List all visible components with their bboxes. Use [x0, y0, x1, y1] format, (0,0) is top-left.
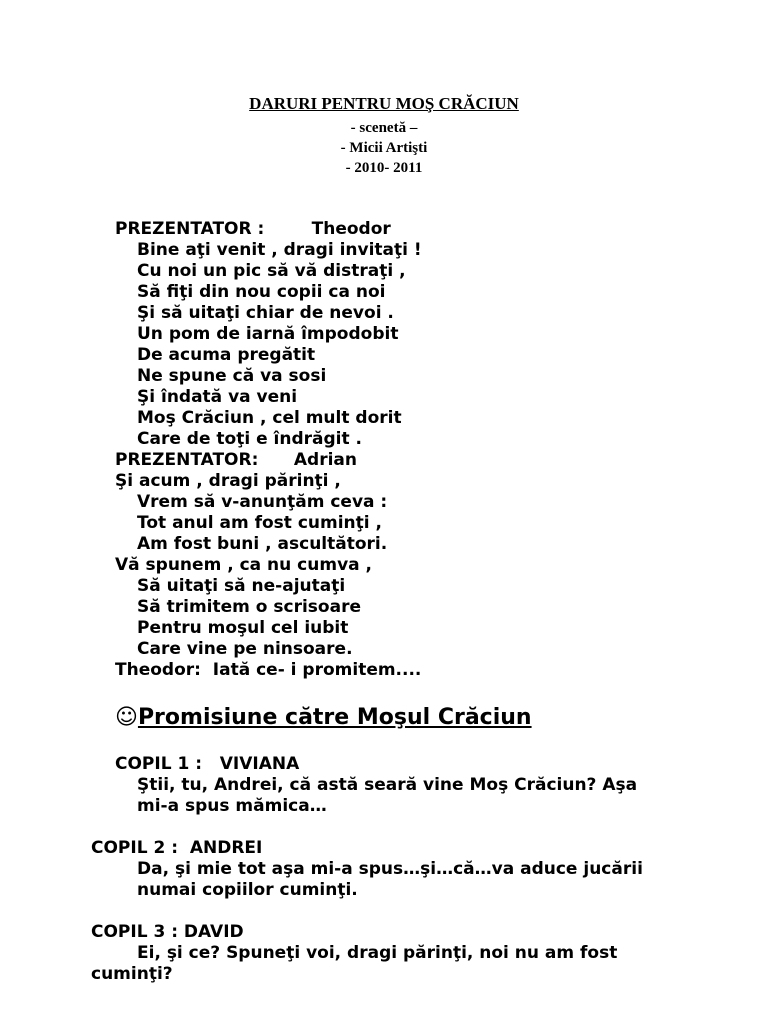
verse-line: Să uitaţi să ne-ajutaţi — [137, 576, 346, 596]
speaker-line: COPIL 1 : VIVIANA — [115, 754, 300, 774]
dialogue-line: Da, şi mie tot aşa mi-a spus…şi…că…va aduce jucării — [137, 859, 643, 879]
dialogue-line: mi-a spus mămica… — [137, 796, 327, 816]
speaker-line: PREZENTATOR: Adrian — [115, 450, 358, 470]
verse-line: Un pom de iarnă împodobit — [137, 324, 399, 344]
dialogue-line: numai copiilor cuminţi. — [137, 880, 358, 900]
verse-line: Să trimitem o scrisoare — [137, 597, 361, 617]
verse-line: Care vine pe ninsoare. — [137, 639, 353, 659]
verse-line: Pentru moşul cel iubit — [137, 618, 349, 638]
verse-line: Moş Crăciun , cel mult dorit — [137, 408, 402, 428]
verse-line: Bine aţi venit , dragi invitaţi ! — [137, 240, 422, 260]
dialogue-line: Ei, şi ce? Spuneţi voi, dragi părinţi, noi nu am fost — [137, 943, 618, 963]
verse-line: Şi acum , dragi părinţi , — [115, 471, 341, 491]
verse-line: Să fiţi din nou copii ca noi — [137, 282, 386, 302]
subtitle-year: - 2010- 2011 — [345, 160, 423, 176]
document-title: DARURI PENTRU MOŞ CRĂCIUN — [249, 94, 519, 113]
speaker-line: PREZENTATOR : Theodor — [115, 219, 391, 239]
verse-line: Ne spune că va sosi — [137, 366, 327, 386]
verse-line: Cu noi un pic să vă distraţi , — [137, 261, 406, 281]
speaker-line: COPIL 3 : DAVID — [91, 922, 244, 942]
verse-line: Şi îndată va veni — [137, 387, 298, 407]
verse-line: Am fost buni , ascultători. — [137, 534, 388, 554]
speaker-line: COPIL 2 : ANDREI — [91, 838, 263, 858]
section-heading-text: Promisiune către Moşul Crăciun — [137, 705, 532, 730]
verse-line: Şi să uitaţi chiar de nevoi . — [137, 303, 394, 323]
smiley-icon: ☺ — [115, 705, 138, 730]
verse-line: Vă spunem , ca nu cumva , — [115, 555, 372, 575]
verse-line: Vrem să v-anunţăm ceva : — [137, 492, 388, 512]
section-heading — [115, 705, 532, 730]
dialogue-line: Ştii, tu, Andrei, că astă seară vine Moş Crăciun? Aşa — [137, 775, 638, 795]
verse-line: Care de toţi e îndrăgit . — [137, 429, 362, 449]
dialogue-line: cuminţi? — [91, 964, 173, 984]
verse-line: De acuma pregătit — [137, 345, 316, 365]
verse-line: Tot anul am fost cuminţi , — [137, 513, 382, 533]
subtitle-genre: - scenetă – — [350, 120, 418, 136]
speaker-line: Theodor: Iată ce- i promitem.... — [115, 660, 422, 680]
subtitle-group: - Micii Artişti — [340, 140, 428, 156]
